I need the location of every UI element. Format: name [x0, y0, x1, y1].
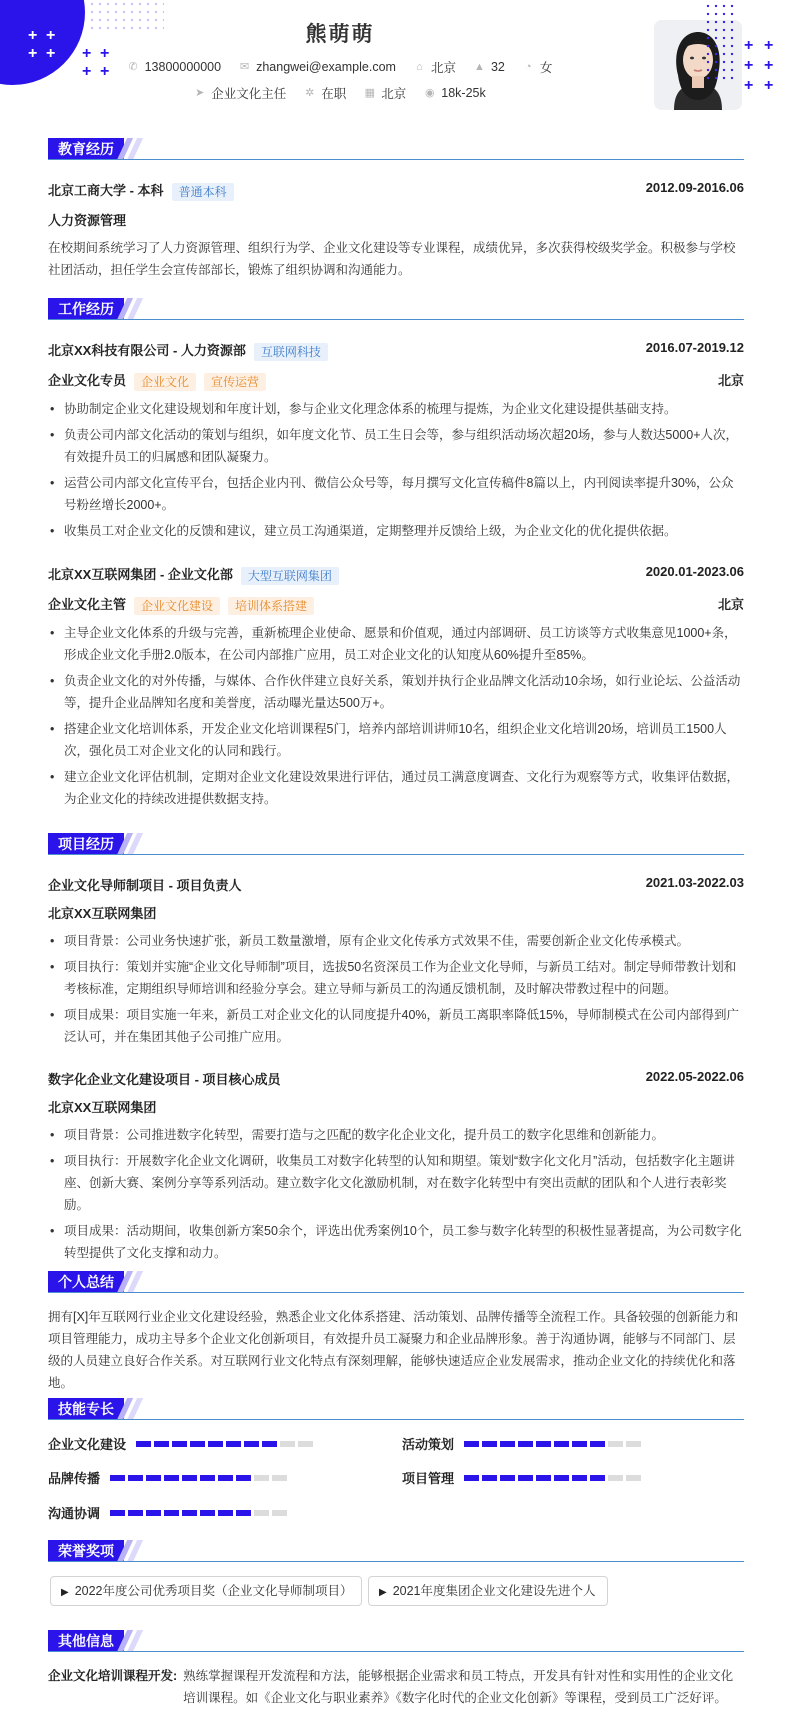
other-info-text: 熟练掌握课程开发流程和方法，能够根据企业需求和员工特点，开发具有针对性和实用性的企业文化培训课程。如《企业文化与职业素养》《数字化时代的企业文化创新》等课程，受到员工广泛好评。 — [183, 1669, 734, 1705]
section-title: 技能专长 — [48, 1398, 124, 1420]
project-period: 2022.05-2022.06 — [645, 1069, 744, 1084]
skill-item — [48, 1468, 287, 1487]
industry-tag: 互联网科技 — [254, 343, 328, 361]
skill-level-segment — [536, 1475, 551, 1481]
plus-icon: + — [100, 45, 110, 62]
project-header — [48, 1069, 744, 1088]
skill-level-segment — [254, 1475, 269, 1481]
triangle-icon: ▶ — [379, 1587, 387, 1598]
skill-level-bar — [136, 1441, 313, 1447]
work-header — [48, 564, 744, 585]
plus-icon: + — [744, 57, 754, 74]
section-title: 工作经历 — [48, 298, 124, 320]
work-city: 北京 — [717, 597, 744, 612]
status-icon: ✲ — [305, 86, 315, 99]
list-item: • 项目执行：开展数字化企业文化调研，收集员工对数字化转型的认知和期望。策划“数字化文化月”活动，包括数字化主题讲座、创新大赛、案例分享等系列活动。建立数字化文化激励机制，对在数字化转型中有突出贡献的团队和个人进行表彰奖励。 — [48, 1150, 744, 1216]
skill-level-segment — [172, 1441, 187, 1447]
section-rule — [48, 854, 744, 855]
company-name: 北京XX科技有限公司 - 人力资源部 — [48, 343, 246, 358]
skill-level-segment — [590, 1475, 605, 1481]
skill-level-segment — [154, 1441, 169, 1447]
school-name: 北京工商大学 - 本科 — [48, 183, 164, 198]
candidate-name: 熊萌萌 — [305, 23, 375, 46]
list-item: • 协助制定企业文化建设规划和年度计划，参与企业文化理念体系的梳理与提炼，为企业文化建设提供基础支持。 — [48, 398, 744, 420]
skill-level-segment — [218, 1510, 233, 1516]
section-rule — [48, 1292, 744, 1293]
skill-tag: 培训体系搭建 — [228, 597, 314, 615]
project-org: 北京XX互联网集团 — [48, 906, 157, 921]
age-item: ▲ 32 — [474, 60, 505, 74]
skill-level-segment — [208, 1441, 223, 1447]
section-awards — [48, 1540, 744, 1562]
skill-level-segment — [110, 1475, 125, 1481]
plus-icon: + — [28, 45, 38, 62]
job-intent-row — [0, 84, 680, 102]
skill-level-segment — [164, 1510, 179, 1516]
list-item: • 主导企业文化体系的升级与完善，重新梳理企业使命、愿景和价值观，通过内部调研、员工访谈等方式收集意见1000+条，形成企业文化手册2.0版本，在公司内部推广应用，员工对企业文化的认知度从60%提升至85%。 — [48, 622, 744, 666]
section-title: 项目经历 — [48, 833, 124, 855]
phone-icon: ✆ — [128, 60, 138, 73]
major-name: 人力资源管理 — [48, 213, 127, 228]
skill-level-segment — [110, 1510, 125, 1516]
skill-level-segment — [572, 1441, 587, 1447]
skill-level-segment — [500, 1475, 515, 1481]
list-item: • 项目成果：项目实施一年来，新员工对企业文化的认同度提升40%，新员工离职率降低15%，导师制模式在公司内部得到广泛认可，并在集团其他子公司推广应用。 — [48, 1004, 744, 1048]
skill-item — [48, 1503, 287, 1522]
skill-level-segment — [464, 1475, 479, 1481]
salary-item: ◉ 18k-25k — [424, 86, 486, 100]
skill-level-segment — [182, 1510, 197, 1516]
work-period: 2020.01-2023.06 — [645, 564, 744, 579]
skill-level-segment — [164, 1475, 179, 1481]
skill-tag: 宣传运营 — [204, 373, 266, 391]
basic-info-row — [0, 58, 680, 76]
section-title: 其他信息 — [48, 1630, 124, 1652]
skill-level-segment — [280, 1441, 295, 1447]
skill-level-segment — [554, 1475, 569, 1481]
list-item: • 项目背景：公司业务快速扩张，新员工数量激增，原有企业文化传承方式效果不佳，需要创新企业文化传承模式。 — [48, 930, 744, 952]
home-icon: ⌂ — [416, 60, 423, 73]
skill-name: 沟通协调 — [48, 1506, 101, 1521]
skill-level-segment — [226, 1441, 241, 1447]
education-header — [48, 180, 744, 201]
plus-icon: + — [100, 63, 110, 80]
skill-level-segment — [236, 1475, 251, 1481]
skill-level-segment — [298, 1441, 313, 1447]
list-item: • 项目成果：活动期间，收集创新方案50余个，评选出优秀案例10个，员工参与数字化转型的积极性显著提高，为公司数字化转型提供了文化支撑和动力。 — [48, 1220, 744, 1264]
plus-icon: + — [46, 45, 56, 62]
section-skills — [48, 1398, 744, 1420]
list-item: • 项目执行：策划并实施“企业文化导师制”项目，选拔50名资深员工作为企业文化导师，与新员工结对。制定导师带教计划和考核标准，定期组织导师培训和经验分享会。建立导师与新员工的沟通反馈机制，及时解决带教过程中的问题。 — [48, 956, 744, 1000]
section-project — [48, 833, 744, 855]
cake-icon: ▲ — [474, 60, 485, 73]
skill-level-segment — [128, 1510, 143, 1516]
other-info-label: 企业文化培训课程开发: — [48, 1669, 178, 1683]
section-other — [48, 1630, 744, 1652]
section-rule — [48, 319, 744, 320]
skill-level-segment — [626, 1475, 641, 1481]
gender-icon: ◔ — [525, 60, 532, 73]
plus-icon: + — [82, 45, 92, 62]
list-item: • 负责公司内部文化活动的策划与组织，如年度文化节、员工生日会等，参与组织活动场次超20场，参与人数达5000+人次，有效提升员工的归属感和团队凝聚力。 — [48, 424, 744, 468]
list-item: • 收集员工对企业文化的反馈和建议，建立员工沟通渠道，定期整理并反馈给上级，为企业文化的优化提供依据。 — [48, 520, 744, 542]
list-item: • 建立企业文化评估机制，定期对企业文化建设效果进行评估，通过员工满意度调查、文化行为观察等方式，收集评估数据，为企业文化的持续改进提供数据支持。 — [48, 766, 744, 810]
section-education — [48, 138, 744, 160]
plus-icon: + — [744, 77, 754, 94]
skill-level-segment — [244, 1441, 259, 1447]
skill-level-segment — [136, 1441, 151, 1447]
plus-icon: + — [744, 37, 754, 54]
skill-level-segment — [482, 1441, 497, 1447]
send-icon: ➤ — [195, 86, 205, 99]
skill-name: 企业文化建设 — [48, 1437, 127, 1452]
skill-level-segment — [608, 1475, 623, 1481]
skill-item — [402, 1468, 641, 1487]
skill-level-segment — [554, 1441, 569, 1447]
skill-level-segment — [500, 1441, 515, 1447]
skill-level-segment — [590, 1441, 605, 1447]
degree-tag: 普通本科 — [172, 183, 234, 201]
skill-level-bar — [110, 1510, 287, 1516]
section-title: 教育经历 — [48, 138, 124, 160]
skill-level-segment — [236, 1510, 251, 1516]
skill-level-segment — [146, 1475, 161, 1481]
skill-level-segment — [518, 1441, 533, 1447]
project-bullets — [48, 930, 744, 1052]
section-work — [48, 298, 744, 320]
triangle-icon: ▶ — [61, 1587, 69, 1598]
skill-level-bar — [464, 1475, 641, 1481]
skill-name: 活动策划 — [402, 1437, 455, 1452]
skill-level-segment — [482, 1475, 497, 1481]
section-rule — [48, 159, 744, 160]
gender-item: ◔ 女 — [523, 58, 553, 76]
city-item: ▦ 北京 — [364, 86, 407, 101]
skill-level-segment — [200, 1510, 215, 1516]
plus-icon: + — [46, 27, 56, 44]
position-title: 企业文化主管 — [48, 597, 127, 612]
mail-icon: ✉ — [239, 60, 250, 73]
work-city: 北京 — [717, 373, 744, 388]
list-item: • 运营公司内部文化宣传平台，包括企业内刊、微信公众号等，每月撰写文化宣传稿件8篇以上，内刊阅读率提升30%，公众号粉丝增长2000+。 — [48, 472, 744, 516]
project-title: 企业文化导师制项目 - 项目负责人 — [48, 878, 242, 893]
email-item: ✉ zhangwei@example.com — [239, 60, 396, 74]
skill-name: 品牌传播 — [48, 1471, 101, 1486]
list-item: • 搭建企业文化培训体系，开发企业文化培训课程5门，培养内部培训讲师10名，组织企业文化培训20场，培训员工1500人次，强化员工对企业文化的认同和践行。 — [48, 718, 744, 762]
job-target-item: ➤ 企业文化主任 — [195, 86, 287, 101]
plus-icon: + — [764, 37, 774, 54]
summary-text: 拥有[X]年互联网行业企业文化建设经验，熟悉企业文化体系搭建、活动策划、品牌传播等全流程工作。具备较强的创新能力和项目管理能力，成功主导多个企业文化创新项目，有效提升员工凝聚力和企业品牌形象。善于沟通协调，能够与不同部门、层级的人员建立良好合作关系。对互联网行业文化特点有深刻理解，能够快速适应企业发展需求，推动企业文化的持续优化和落地。 — [48, 1310, 739, 1390]
plus-icon: + — [764, 57, 774, 74]
award-item: ▶ 2021年度集团企业文化建设先进个人 — [368, 1576, 608, 1606]
other-info-item — [48, 1665, 744, 1709]
work-position-line — [48, 370, 744, 391]
section-rule — [48, 1561, 744, 1562]
plus-icon: + — [28, 27, 38, 44]
skill-tag: 企业文化 — [134, 373, 196, 391]
education-period: 2012.09-2016.06 — [645, 180, 744, 195]
project-bullets — [48, 1124, 744, 1268]
skill-level-bar — [464, 1441, 641, 1447]
project-org-line — [48, 1097, 744, 1116]
section-summary — [48, 1271, 744, 1293]
major-line — [48, 210, 744, 229]
project-org-line — [48, 903, 744, 922]
section-rule — [48, 1419, 744, 1420]
skill-level-segment — [254, 1510, 269, 1516]
work-position-line — [48, 594, 744, 615]
section-title: 荣誉奖项 — [48, 1540, 124, 1562]
skill-tag: 企业文化建设 — [134, 597, 220, 615]
skill-level-bar — [110, 1475, 287, 1481]
skill-level-segment — [128, 1475, 143, 1481]
skill-level-segment — [182, 1475, 197, 1481]
skill-level-segment — [518, 1475, 533, 1481]
industry-tag: 大型互联网集团 — [241, 567, 339, 585]
project-header — [48, 875, 744, 894]
section-title: 个人总结 — [48, 1271, 124, 1293]
skill-level-segment — [200, 1475, 215, 1481]
skill-level-segment — [272, 1475, 287, 1481]
award-item: ▶ 2022年度公司优秀项目奖（企业文化导师制项目） — [50, 1576, 362, 1606]
position-title: 企业文化专员 — [48, 373, 127, 388]
project-title: 数字化企业文化建设项目 - 项目核心成员 — [48, 1072, 281, 1087]
skill-level-segment — [272, 1510, 287, 1516]
skill-level-segment — [190, 1441, 205, 1447]
work-period: 2016.07-2019.12 — [645, 340, 744, 355]
skill-name: 项目管理 — [402, 1471, 455, 1486]
skill-level-segment — [464, 1441, 479, 1447]
company-name: 北京XX互联网集团 - 企业文化部 — [48, 567, 233, 582]
list-item: • 项目背景：公司推进数字化转型，需要打造与之匹配的数字化企业文化，提升员工的数字化思维和创新能力。 — [48, 1124, 744, 1146]
building-icon: ▦ — [364, 86, 375, 99]
work-bullets — [48, 398, 744, 546]
status-item: ✲ 在职 — [305, 86, 347, 101]
work-bullets — [48, 622, 744, 814]
skill-item — [48, 1434, 313, 1453]
skill-level-segment — [262, 1441, 277, 1447]
plus-icon: + — [764, 77, 774, 94]
dot-grid-decoration — [704, 2, 738, 80]
coin-icon: ◉ — [424, 86, 435, 99]
skill-level-segment — [536, 1441, 551, 1447]
skill-level-segment — [608, 1441, 623, 1447]
plus-icon: + — [82, 63, 92, 80]
skill-level-segment — [572, 1475, 587, 1481]
project-period: 2021.03-2022.03 — [645, 875, 744, 890]
work-header — [48, 340, 744, 361]
skill-level-segment — [626, 1441, 641, 1447]
education-description: 在校期间系统学习了人力资源管理、组织行为学、企业文化建设等专业课程，成绩优异，多次获得校级奖学金。积极参与学校社团活动，担任学生会宣传部部长，锻炼了组织协调和沟通能力。 — [48, 241, 736, 277]
skill-level-segment — [146, 1510, 161, 1516]
location-item: ⌂ 北京 — [414, 58, 456, 76]
skill-item — [402, 1434, 641, 1453]
list-item: • 负责企业文化的对外传播，与媒体、合作伙伴建立良好关系，策划并执行企业品牌文化活动10余场，如行业论坛、公益活动等，提升企业品牌知名度和美誉度，活动曝光量达500万+。 — [48, 670, 744, 714]
project-org: 北京XX互联网集团 — [48, 1100, 157, 1115]
phone-item: ✆ 13800000000 — [128, 60, 222, 74]
skill-level-segment — [218, 1475, 233, 1481]
section-rule — [48, 1651, 744, 1652]
